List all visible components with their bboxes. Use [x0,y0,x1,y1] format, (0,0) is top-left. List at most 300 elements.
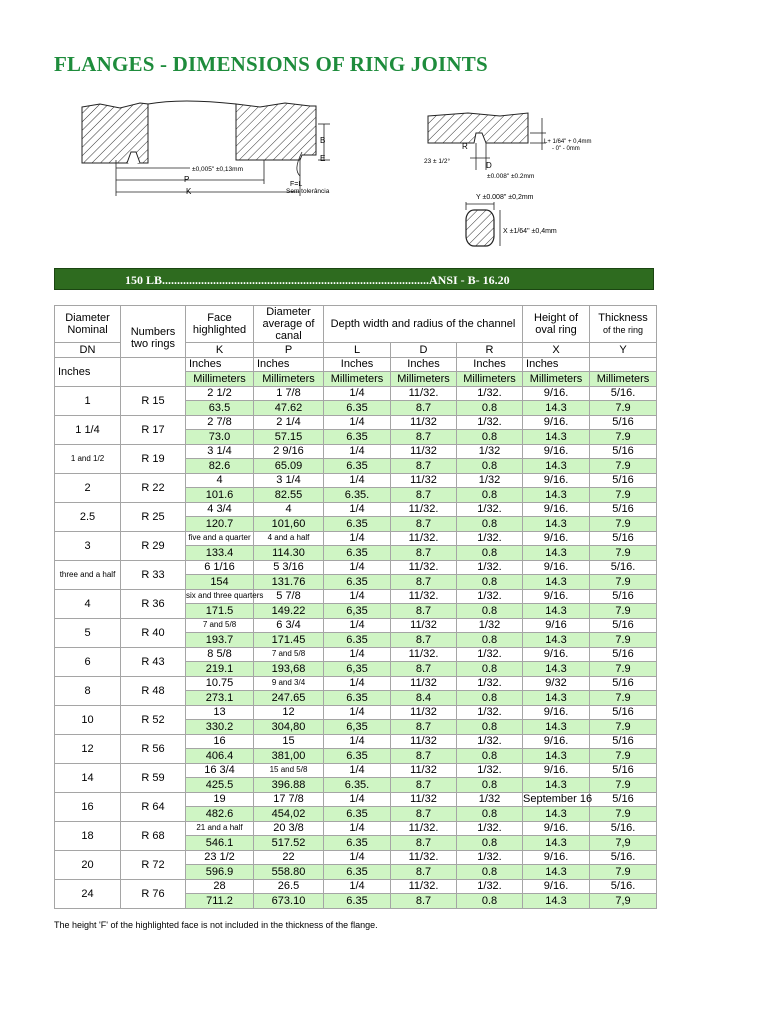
cell-mm: 8.7 [391,633,457,648]
cell-inches: 5/16 [590,589,657,604]
cell-mm: 6.35 [324,546,391,561]
label-d-tolerance: ±0.008" ±0.2mm [487,173,535,180]
cell-mm: 120.7 [186,517,254,532]
cell-inches: 1/4 [324,705,391,720]
cell-inches: 1/32 [457,792,523,807]
cell-ring-number: R 17 [121,415,186,444]
cell-inches: 4 [254,502,324,517]
cell-inches: 1/32. [457,386,523,401]
cell-mm: 8.7 [391,604,457,619]
table-row-inches [55,734,657,749]
table-row-inches [55,821,657,836]
cell-mm: 82.55 [254,488,324,503]
ring-joint-drawing [0,90,768,265]
cell-mm: 7.9 [590,720,657,735]
cell-inches: 11/32 [391,415,457,430]
cell-mm: 193.7 [186,633,254,648]
unit-mm: Millimeters [590,372,657,387]
label-f-equals-l: F=L [290,181,303,188]
cell-mm: 273.1 [186,691,254,706]
cell-mm: 7,9 [590,894,657,909]
cell-inches: 1/4 [324,734,391,749]
cell-inches: 5/16 [590,531,657,546]
cell-inches: 11/32. [391,560,457,575]
unit-mm: Millimeters [391,372,457,387]
cell-mm: 219.1 [186,662,254,677]
cell-inches: 9/16. [523,473,590,488]
cell-mm: 6.35 [324,430,391,445]
cell-inches: 5 7/8 [254,589,324,604]
cell-dn: 4 [55,589,121,618]
cell-mm: 673.10 [254,894,324,909]
cell-mm: 14.3 [523,575,590,590]
cell-mm: 546.1 [186,836,254,851]
cell-inches: 2 7/8 [186,415,254,430]
units-empty [121,357,186,386]
cell-inches: 5/16. [590,850,657,865]
cell-ring-number: R 64 [121,792,186,821]
cell-inches: 5/16 [590,444,657,459]
cell-mm: 14.3 [523,720,590,735]
cell-inches: 1/4 [324,386,391,401]
cell-inches: 1/32. [457,560,523,575]
cell-mm: 6,35 [324,720,391,735]
cell-ring-number: R 48 [121,676,186,705]
cell-inches: 11/32 [391,705,457,720]
cell-mm: 8.7 [391,517,457,532]
cell-mm: 7.9 [590,546,657,561]
cell-mm: 304,80 [254,720,324,735]
cell-inches: 5/16 [590,734,657,749]
cell-mm: 454,02 [254,807,324,822]
header-diameter-average: Diameter average of canal [254,306,324,343]
cell-inches: 11/32 [391,676,457,691]
cell-ring-number: R 15 [121,386,186,415]
cell-dn: 10 [55,705,121,734]
cell-mm: 193,68 [254,662,324,677]
cell-dn: 18 [55,821,121,850]
cell-mm: 7.9 [590,691,657,706]
cell-inches: 11/32. [391,647,457,662]
label-k: K [186,187,192,196]
cell-mm: 7.9 [590,662,657,677]
table-row-inches [55,444,657,459]
cell-mm: 8.7 [391,459,457,474]
cell-inches: 23 1/2 [186,850,254,865]
cell-inches: 6 1/16 [186,560,254,575]
cell-ring-number: R 33 [121,560,186,589]
cell-inches: 11/32 [391,473,457,488]
cell-mm: 7.9 [590,401,657,416]
cell-inches: 9/16. [523,705,590,720]
cell-inches: 1/4 [324,763,391,778]
cell-inches: 9/16. [523,821,590,836]
unit-inches: Inches [186,357,254,372]
cell-inches: 11/32. [391,850,457,865]
cell-mm: 0.8 [457,401,523,416]
cell-mm: 8.7 [391,807,457,822]
ring-joint-table [54,305,657,909]
cell-inches: 1/4 [324,444,391,459]
cell-mm: 0.8 [457,778,523,793]
unit-empty [590,357,657,372]
cell-inches: 11/32. [391,531,457,546]
cell-dn: 6 [55,647,121,676]
header-depth: Depth width and radius of the channel [324,306,523,343]
cell-mm: 7,9 [590,836,657,851]
cell-mm: 0.8 [457,749,523,764]
cell-dn: 1 and 1/2 [55,444,121,473]
table-row-inches [55,647,657,662]
cell-mm: 7.9 [590,633,657,648]
cell-inches: 11/32 [391,792,457,807]
cell-inches: 3 1/4 [254,473,324,488]
cell-inches: 1/32. [457,879,523,894]
cell-mm: 154 [186,575,254,590]
cell-mm: 14.3 [523,488,590,503]
cell-inches: 1/4 [324,850,391,865]
cell-ring-number: R 72 [121,850,186,879]
cell-mm: 6.35 [324,865,391,880]
cell-inches: 1/32 [457,618,523,633]
cell-mm: 14.3 [523,662,590,677]
table-row-inches [55,763,657,778]
label-groove-tolerance: ±0,005" ±0,13mm [192,166,243,173]
cell-mm: 0.8 [457,807,523,822]
cell-inches: 5/16 [590,676,657,691]
table-row-inches [55,473,657,488]
cell-mm: 7.9 [590,807,657,822]
cell-ring-number: R 22 [121,473,186,502]
cell-inches: 5/16 [590,502,657,517]
cell-ring-number: R 36 [121,589,186,618]
cell-inches: 9/32 [523,676,590,691]
cell-inches: 5/16 [590,792,657,807]
code-r: R [457,343,523,358]
cell-inches: 1/4 [324,415,391,430]
cell-mm: 8.7 [391,720,457,735]
cell-mm: 711.2 [186,894,254,909]
cell-inches: 16 [186,734,254,749]
cell-dn: 2.5 [55,502,121,531]
cell-mm: 482.6 [186,807,254,822]
cell-inches: 9/16. [523,415,590,430]
cell-mm: 14.3 [523,865,590,880]
cell-inches: 5/16. [590,386,657,401]
cell-inches: 1/32. [457,647,523,662]
code-p: P [254,343,324,358]
cell-inches: 4 and a half [254,531,324,546]
cell-mm: 14.3 [523,691,590,706]
cell-inches: 9/16. [523,879,590,894]
cell-mm: 14.3 [523,633,590,648]
cell-mm: 82.6 [186,459,254,474]
cell-mm: 14.3 [523,401,590,416]
cell-mm: 14.3 [523,836,590,851]
cell-mm: 0.8 [457,546,523,561]
cell-mm: 6.35 [324,836,391,851]
cell-mm: 6,35 [324,662,391,677]
cell-mm: 8.7 [391,865,457,880]
cell-mm: 8.7 [391,575,457,590]
cell-inches: 1/4 [324,676,391,691]
table-row-inches [55,879,657,894]
cell-dn: 14 [55,763,121,792]
cell-mm: 396.88 [254,778,324,793]
code-x: X [523,343,590,358]
cell-mm: 8.7 [391,401,457,416]
cell-mm: 6.35 [324,691,391,706]
cell-dn: 2 [55,473,121,502]
cell-inches: 1/32. [457,821,523,836]
table-row-inches [55,792,657,807]
cell-mm: 6.35 [324,807,391,822]
cell-inches: 1/32 [457,444,523,459]
cell-inches: 17 7/8 [254,792,324,807]
cell-inches: 9/16. [523,502,590,517]
cell-inches: 11/32. [391,879,457,894]
cell-mm: 8.4 [391,691,457,706]
cell-inches: 15 and 5/8 [254,763,324,778]
cell-ring-number: R 76 [121,879,186,908]
cell-mm: 425.5 [186,778,254,793]
label-l-tolerance: L+ 1/64" + 0,4mm [544,139,592,145]
cell-inches: 13 [186,705,254,720]
code-k: K [186,343,254,358]
cell-mm: 65.09 [254,459,324,474]
cell-mm: 8.7 [391,430,457,445]
code-y: Y [590,343,657,358]
cell-ring-number: R 59 [121,763,186,792]
cell-mm: 8.7 [391,546,457,561]
cell-mm: 57.15 [254,430,324,445]
cell-mm: 0.8 [457,720,523,735]
cell-inches: 11/32. [391,386,457,401]
cell-mm: 6.35. [324,488,391,503]
cell-inches: 19 [186,792,254,807]
cell-mm: 7.9 [590,749,657,764]
table-row-inches [55,531,657,546]
cell-inches: 15 [254,734,324,749]
label-l-tolerance-minus: - 0" - 0mm [552,146,580,152]
cell-mm: 247.65 [254,691,324,706]
cell-inches: 1/4 [324,531,391,546]
cell-inches: 11/32 [391,763,457,778]
cell-dn: 24 [55,879,121,908]
label-x-tolerance: X ±1/64" ±0,4mm [503,228,557,235]
cell-inches: 9/16. [523,531,590,546]
cell-inches: 12 [254,705,324,720]
cell-mm: 6.35 [324,633,391,648]
cell-inches: 1 7/8 [254,386,324,401]
cell-ring-number: R 52 [121,705,186,734]
cell-mm: 14.3 [523,604,590,619]
cell-ring-number: R 43 [121,647,186,676]
unit-inches: Inches [457,357,523,372]
cell-mm: 101,60 [254,517,324,532]
cell-dn: 16 [55,792,121,821]
cell-mm: 0.8 [457,836,523,851]
cell-mm: 596.9 [186,865,254,880]
cell-mm: 8.7 [391,894,457,909]
cell-inches: 1/32. [457,676,523,691]
cell-mm: 0.8 [457,691,523,706]
cell-mm: 330.2 [186,720,254,735]
unit-mm: Millimeters [254,372,324,387]
cell-inches: 1/4 [324,589,391,604]
cell-mm: 0.8 [457,894,523,909]
cell-inches: 1/32. [457,705,523,720]
cell-inches: 1/32 [457,473,523,488]
cell-mm: 0.8 [457,865,523,880]
cell-inches: 1/32. [457,850,523,865]
label-b: B [320,136,326,145]
label-angle: 23 ± 1/2° [424,158,451,165]
label-p: P [184,175,190,184]
code-dn: DN [55,343,121,358]
cell-mm: 114.30 [254,546,324,561]
cell-ring-number: R 29 [121,531,186,560]
unit-mm: Millimeters [457,372,523,387]
unit-inches: Inches [324,357,391,372]
table-row-inches [55,415,657,430]
cell-mm: 0.8 [457,459,523,474]
cell-mm: 6.35 [324,894,391,909]
cell-mm: 7.9 [590,865,657,880]
cell-inches: 2 9/16 [254,444,324,459]
label-r: R [462,142,468,151]
cell-mm: 7.9 [590,488,657,503]
cell-inches: 1/32. [457,415,523,430]
cell-inches: 1/4 [324,821,391,836]
cell-mm: 14.3 [523,894,590,909]
cell-inches: September 16 [523,793,593,806]
header-diameter-nominal: Diameter Nominal [55,306,121,343]
cell-mm: 406.4 [186,749,254,764]
cell-inches: 9/16. [523,386,590,401]
cell-inches: 9/16. [523,734,590,749]
units-inches-label: Inches [55,357,121,386]
cell-mm: 0.8 [457,517,523,532]
cell-mm: 6,35 [324,604,391,619]
cell-inches: 5/16 [590,473,657,488]
footnote: The height 'F' of the highlighted face is not included in the thickness of the flange. [54,920,378,930]
cell-inches: 5/16 [590,415,657,430]
cell-inches: 9 and 3/4 [254,676,324,691]
cell-mm: 14.3 [523,778,590,793]
cell-mm: 14.3 [523,430,590,445]
header-height: Height of oval ring [523,306,590,343]
cell-mm: 131.76 [254,575,324,590]
cell-inches: 11/32 [391,734,457,749]
cell-mm: 6.35 [324,575,391,590]
cell-mm: 8.7 [391,749,457,764]
cell-mm: 0.8 [457,430,523,445]
cell-inches: 1/4 [324,560,391,575]
unit-mm: Millimeters [186,372,254,387]
cell-inches: 1/32. [457,531,523,546]
cell-ring-number: R 19 [121,444,186,473]
unit-inches: Inches [391,357,457,372]
code-l: L [324,343,391,358]
cell-mm: 7.9 [590,517,657,532]
cell-mm: 0.8 [457,662,523,677]
cell-inches: 28 [186,879,254,894]
cell-mm: 14.3 [523,749,590,764]
cell-dn: 12 [55,734,121,763]
cell-mm: 6.35 [324,459,391,474]
cell-inches: 8 5/8 [186,647,254,662]
cell-inches: 21 and a half [186,821,254,836]
cell-inches: 1/4 [324,792,391,807]
cell-mm: 14.3 [523,546,590,561]
cell-mm: 171.5 [186,604,254,619]
cell-inches: 9/16. [523,444,590,459]
cell-inches: 5/16 [590,705,657,720]
cell-mm: 7.9 [590,430,657,445]
cell-inches: 5/16. [590,821,657,836]
cell-inches: 16 3/4 [186,763,254,778]
cell-inches: 5/16. [590,879,657,894]
cell-inches: 1/32. [457,763,523,778]
unit-mm: Millimeters [324,372,391,387]
cell-mm: 7.9 [590,575,657,590]
cell-mm: 6.35. [324,778,391,793]
cell-mm: 133.4 [186,546,254,561]
cell-ring-number: R 68 [121,821,186,850]
cell-inches: 2 1/2 [186,386,254,401]
cell-mm: 0.8 [457,575,523,590]
header-numbers: Numbers two rings [121,306,186,358]
cell-inches: 1/4 [324,647,391,662]
page-title: FLANGES - DIMENSIONS OF RING JOINTS [54,52,488,76]
cell-mm: 171.45 [254,633,324,648]
table-row-inches [55,705,657,720]
cell-inches: 5 3/16 [254,560,324,575]
cell-inches: 22 [254,850,324,865]
table-row-inches [55,560,657,575]
table-row-inches [55,850,657,865]
label-d: D [486,161,492,170]
cell-mm: 7.9 [590,604,657,619]
label-y-tolerance: Y ±0.008" ±0,2mm [476,194,534,201]
cell-inches: 4 [186,473,254,488]
cell-mm: 7.9 [590,459,657,474]
cell-dn: three and a half [55,560,121,589]
cell-inches: 1/32. [457,502,523,517]
table-row-inches [55,386,657,401]
cell-dn: 5 [55,618,121,647]
cell-mm: 517.52 [254,836,324,851]
cell-inches: 3 1/4 [186,444,254,459]
cell-mm: 8.7 [391,836,457,851]
cell-inches: 4 3/4 [186,502,254,517]
label-e: E [320,154,326,163]
cell-mm: 558.80 [254,865,324,880]
cell-mm: 0.8 [457,488,523,503]
cell-inches: 1/32. [457,589,523,604]
cell-inches: 2 1/4 [254,415,324,430]
cell-inches: 1/32. [457,734,523,749]
cell-inches: 9/16. [523,560,590,575]
cell-mm: 8.7 [391,662,457,677]
unit-inches: Inches [523,357,590,372]
cell-inches: 6 3/4 [254,618,324,633]
cell-inches: 5/16. [590,560,657,575]
cell-inches: 9/16 [523,618,590,633]
cell-inches: 20 3/8 [254,821,324,836]
cell-dn: 8 [55,676,121,705]
